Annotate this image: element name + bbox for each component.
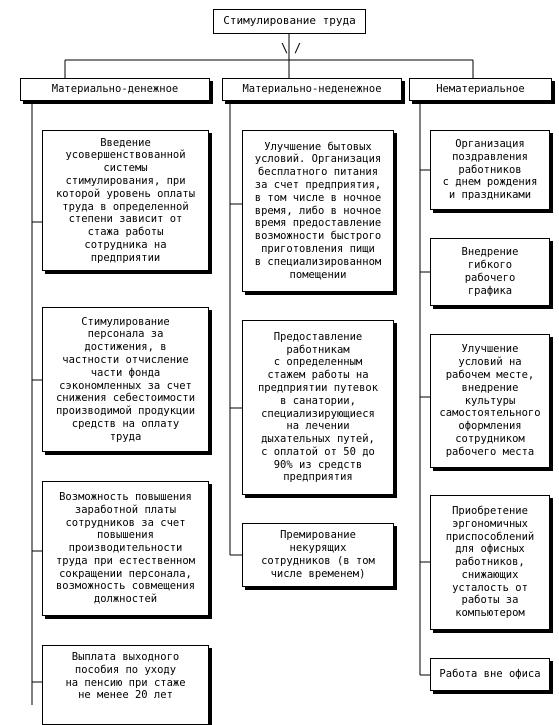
item-seniority-pay-system: Введение усовершенствованной системы стимулирования, при которой уровень оплаты труда в определенной степени зависит от стажа работы сотрудника на предприятии bbox=[42, 130, 209, 271]
root-node-title: Стимулирование труда bbox=[213, 9, 366, 34]
category-material-monetary: Материально-денежное bbox=[20, 78, 210, 101]
branch-mark-right: / bbox=[294, 41, 302, 55]
item-sanatorium-vouchers: Предоставление работникам с определенным стажем работы на предприятии путевок в санатории, специализирующиеся на лечении дыхательных путей, с оплатой от 50 до 90% из средств предприятия bbox=[242, 320, 394, 495]
item-achievement-incentive: Стимулирование персонала за достижения, в частности отчисление части фонда сэкономленных за счет снижения себестоимости производимой продукции средств на оплату труда bbox=[42, 307, 209, 452]
branch-mark-left: \ bbox=[281, 41, 289, 55]
item-retirement-allowance: Выплата выходного пособия по уходу на пенсию при стаже не менее 20 лет bbox=[42, 645, 209, 725]
item-salary-increase: Возможность повышения заработной платы сотрудников за счет повышения производительности труда при естественном сокращении персонала, возможность совмещения должностей bbox=[42, 481, 209, 616]
item-non-smoker-bonus: Премирование некурящих сотрудников (в том числе временем) bbox=[242, 523, 394, 587]
item-flexible-schedule: Внедрение гибкого рабочего графика bbox=[430, 238, 550, 306]
item-ergonomic-equipment: Приобретение эргономичных приспособлений для офисных работников, снижающих усталость от работы за компьютером bbox=[430, 495, 550, 630]
item-remote-work: Работа вне офиса bbox=[430, 658, 550, 691]
category-nonmaterial: Нематериальное bbox=[409, 78, 552, 101]
item-workplace-conditions: Улучшение условий на рабочем месте, внедрение культуры самостоятельного оформления сотрудником рабочего места bbox=[430, 334, 550, 468]
item-living-conditions: Улучшение бытовых условий. Организация бесплатного питания за счет предприятия, в том числе в ночное время, либо в ночное время предоставление возможности быстрого приготовления пищи в специализированном помещении bbox=[242, 130, 394, 292]
item-birthday-greetings: Организация поздравления работников с днем рождения и праздниками bbox=[430, 130, 550, 210]
category-material-nonmonetary: Материально-неденежное bbox=[222, 78, 402, 101]
